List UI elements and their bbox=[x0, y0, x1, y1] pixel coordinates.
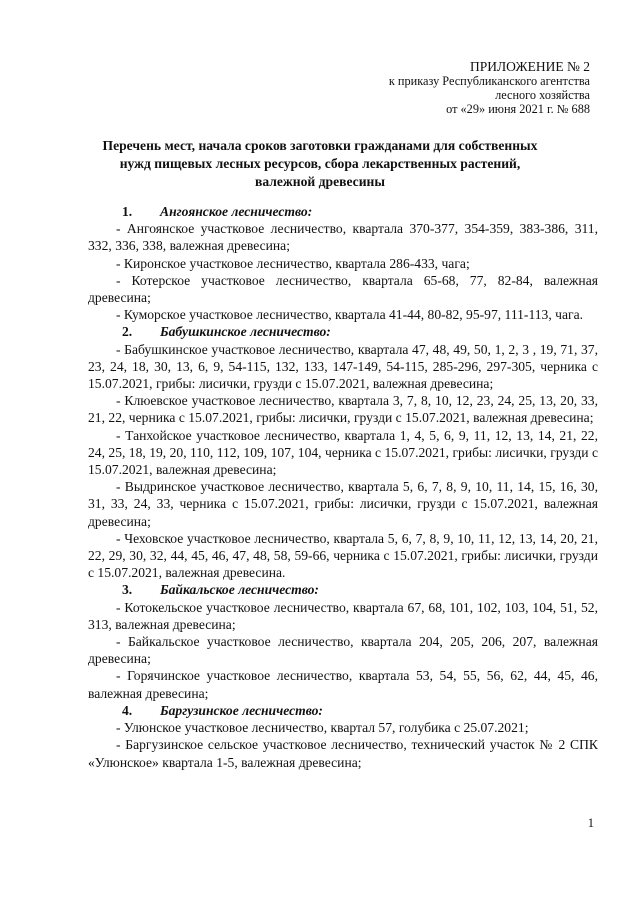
section-name: Ангоянское лесничество: bbox=[160, 204, 313, 219]
appendix-line: ПРИЛОЖЕНИЕ № 2 bbox=[469, 59, 590, 74]
forestry-item: - Котерское участковое лесничество, квартала 65-68, 77, 82-84, валежная древесина; bbox=[88, 272, 598, 306]
section-heading bbox=[122, 581, 598, 598]
document-title bbox=[60, 137, 580, 191]
section-heading bbox=[122, 702, 598, 719]
section-number: 4. bbox=[122, 702, 133, 718]
title-line: валежной древесины bbox=[255, 174, 385, 189]
forestry-item: - Бабушкинское участковое лесничество, квартала 47, 48, 49, 50, 1, 2, 3 , 19, 71, 37, 23, 24, 18, 30, 13, 6, 9, 54-115, 132, 133, 147-149, 54-115, 285-296, 297-305, черника с 15.07.2021, грибы: лисички, грузди с 15.07.2021, валежная древесина; bbox=[88, 341, 598, 392]
section-number: 3. bbox=[122, 582, 133, 598]
forestry-item: - Баргузинское сельское участковое лесничество, технический участок № 2 СПК «Улюнское» квартала 1-5, валежная древесина; bbox=[88, 737, 598, 770]
section-number: 1. bbox=[122, 204, 133, 219]
forestry-item: - Танхойское участковое лесничество, квартала 1, 4, 5, 6, 9, 11, 12, 13, 14, 21, 22, 24, 25, 18, 19, 20, 110, 112, 109, 107, 104, черника с 15.07.2021, грибы: лисички, грузди с 15.07.2021, валежная древесина; bbox=[88, 427, 598, 478]
document-body bbox=[88, 203, 598, 771]
forestry-item: - Ангоянское участковое лесничество, квартала 370-377, 354-359, 383-386, 311, 332, 336, 338, валежная древесина; bbox=[88, 221, 598, 254]
section-name: Баргузинское лесничество: bbox=[160, 702, 323, 718]
forestry-item: - Клюевское участковое лесничество, квартала 3, 7, 8, 10, 12, 23, 24, 25, 13, 20, 33, 21, 22, черника с 15.07.2021, грибы: лисички, грузди с 15.07.2021, валежная древесина; bbox=[88, 393, 598, 426]
forestry-item: - Выдринское участковое лесничество, квартала 5, 6, 7, 8, 9, 10, 11, 14, 15, 16, 30, 31, 33, 24, 33, черника с 15.07.2021, грибы: лисички, грузди с 15.07.2021, валежная древесина; bbox=[88, 479, 598, 529]
forestry-item: - Киронское участковое лесничество, квартала 286-433, чага; bbox=[116, 255, 470, 271]
forestry-item: - Горячинское участковое лесничество, квартала 53, 54, 55, 56, 62, 44, 45, 46, валежная древесина; bbox=[88, 668, 598, 701]
appendix-header bbox=[389, 0, 590, 116]
forestry-item: - Чеховское участковое лесничество, квартала 5, 6, 7, 8, 9, 10, 11, 12, 13, 14, 20, 21, 22, 29, 30, 32, 44, 45, 46, 47, 48, 58, 59-66, черника с 15.07.2021, грибы: лисички, грузди с 15.07.2021, валежная древесина. bbox=[88, 530, 598, 581]
forestry-item: - Куморское участковое лесничество, квартала 41-44, 80-82, 95-97, 111-113, чага. bbox=[116, 307, 584, 323]
forestry-item: - Котокельское участковое лесничество, квартала 67, 68, 101, 102, 103, 104, 51, 52, 313, валежная древесина; bbox=[88, 599, 598, 632]
page-number: 1 bbox=[587, 816, 594, 830]
title-line: нужд пищевых лесных ресурсов, сбора лекарственных растений, bbox=[119, 156, 521, 171]
section-heading bbox=[122, 203, 598, 220]
forestry-item: - Байкальское участковое лесничество, квартала 204, 205, 206, 207, валежная древесина; bbox=[88, 634, 598, 667]
appendix-line: лесного хозяйства bbox=[495, 88, 590, 102]
section-name: Байкальское лесничество: bbox=[160, 582, 319, 598]
section-heading bbox=[122, 323, 598, 340]
appendix-line: от «29» июня 2021 г. № 688 bbox=[446, 102, 590, 116]
section-name: Бабушкинское лесничество: bbox=[160, 324, 331, 340]
forestry-item: - Улюнское участковое лесничество, квартал 57, голубика с 25.07.2021; bbox=[116, 720, 529, 736]
title-line: Перечень мест, начала сроков заготовки гражданами для собственных bbox=[102, 138, 538, 153]
section-number: 2. bbox=[122, 324, 133, 340]
appendix-line: к приказу Республиканского агентства bbox=[388, 74, 590, 88]
